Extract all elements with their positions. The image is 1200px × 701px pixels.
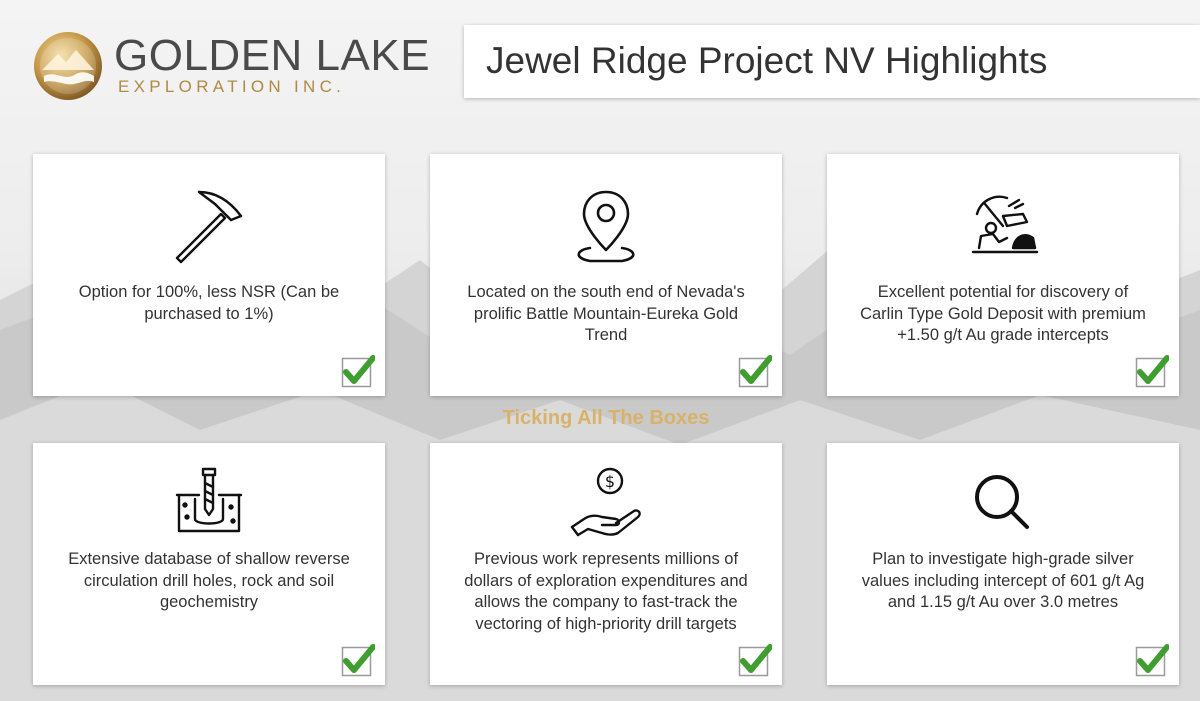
- pickaxe-icon: [169, 186, 249, 266]
- highlight-card-previous-work: [430, 443, 782, 685]
- drill-icon: [169, 465, 249, 545]
- checkbox-checked-icon: [1135, 354, 1169, 388]
- checkbox-checked-icon: [738, 354, 772, 388]
- title-box: [464, 25, 1200, 98]
- checkbox-checked-icon: [738, 643, 772, 677]
- map-pin-icon: [566, 186, 646, 266]
- highlight-card-potential: [827, 154, 1179, 396]
- card-text: Located on the south end of Nevada's prolific Battle Mountain-Eureka Gold Trend: [467, 283, 745, 344]
- miner-icon: [963, 186, 1043, 266]
- card-text: Previous work represents millions of dollars of exploration expenditures and allows the company to fast-track the vectoring of high-priority drill targets: [464, 550, 748, 633]
- company-logo: [30, 28, 450, 106]
- card-text: Plan to investigate high-grade silver values including intercept of 601 g/t Ag and 1.15 g/t Au over 3.0 metres: [861, 550, 1145, 611]
- highlight-card-option: [33, 154, 385, 396]
- checkbox-checked-icon: [341, 354, 375, 388]
- section-heading: Ticking All The Boxes: [502, 407, 710, 429]
- logo-company-name: GOLDEN LAKE: [114, 31, 431, 80]
- svg-text:$: $: [604, 472, 616, 491]
- highlight-card-database: [33, 443, 385, 685]
- card-text: Excellent potential for discovery of Carlin Type Gold Deposit with premium +1.50 g/t Au grade intercepts: [860, 283, 1146, 344]
- page-title: Jewel Ridge Project NV Highlights: [486, 40, 1048, 81]
- highlight-card-location: [430, 154, 782, 396]
- logo-subtitle: EXPLORATION INC.: [118, 77, 346, 96]
- card-text: Extensive database of shallow reverse circulation drill holes, rock and soil geochemistry: [68, 550, 350, 611]
- card-text: Option for 100%, less NSR (Can be purchased to 1%): [78, 283, 340, 323]
- checkbox-checked-icon: [341, 643, 375, 677]
- golden-lake-logo-mark-icon: [32, 30, 104, 102]
- highlight-card-silver-plan: [827, 443, 1179, 685]
- checkbox-checked-icon: [1135, 643, 1169, 677]
- magnifier-icon: [963, 465, 1043, 545]
- money-hand-icon: [566, 465, 646, 545]
